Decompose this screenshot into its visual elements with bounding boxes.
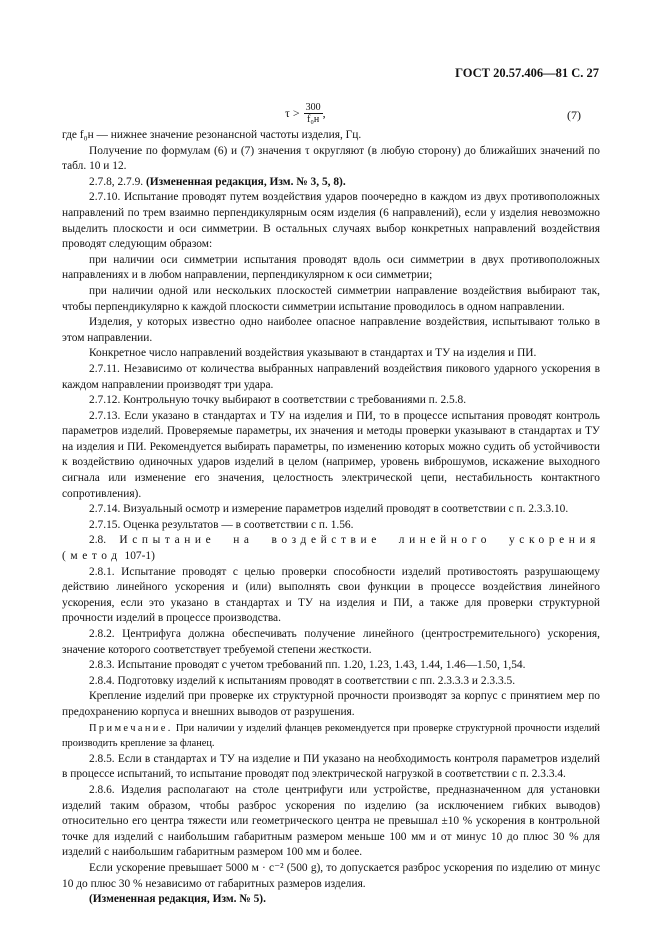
formula-tail: , (322, 106, 326, 120)
paragraph (62, 393, 600, 409)
paragraph-text: 2.7.10. Испытание проводят путем воздействия ударов поочередно в каждом из двух противоположных направлений по трем взаимно перпендикулярным осям изделия (6 направлений), если у изделия невозможно выделить плоскости и оси симметрии. В остальных случаях выбор конкретных направлений воздействия проводят следующим образом: (62, 191, 600, 251)
formula-fraction (304, 102, 323, 125)
paragraph-text: 2.8.1. Испытание проводят с целью проверки способности изделий противостоять разрушающему действию линейного ускорения и (или) выполнять свои функции в процессе воздействия линейного ускорения, если это указано в стандартах и ТУ на изделия и ПИ, а также для проверки структурной прочности изделий в процессе производства. (62, 565, 600, 625)
paragraph (62, 533, 600, 564)
paragraph-text: Если ускорение превышает 5000 м · с⁻² (500 g), то допускается разброс ускорения по изделию от минус 10 до плюс 30 % независимо от габаритных размеров изделия. (62, 861, 600, 890)
paragraph-text: 2.8.6. Изделия располагают на столе центрифуги или устройстве, предназначенном для установки изделий таким образом, чтобы разброс ускорения по изделию (за исключением гибких выводов) относительно его центра тяжести или геометрического центра не превышал ±10 % ускорения в контрольной точке для изделий с наибольшим габаритным размером меньше 100 мм и от минус 10 до плюс 30 % для изделий с наибольшим габаритным размером 100 мм и более. (62, 783, 600, 859)
paragraph (62, 284, 600, 315)
paragraph-text: при наличии оси симметрии испытания проводят вдоль оси симметрии в двух противоположных направлениях и в любом направлении, перпендикулярном к оси симметрии; (62, 253, 600, 282)
formula-lhs: τ > (285, 106, 300, 120)
paragraph-text: Изделия, у которых известно одно наиболее опасное направление воздействия, испытывают только в этом направлении. (62, 316, 600, 344)
formula-denominator: f₀н (307, 114, 320, 125)
paragraph (62, 721, 600, 752)
bold-text: (Измененная редакция, Изм. № 3, 5, 8). (145, 175, 346, 188)
paragraph (62, 658, 600, 674)
paragraph (62, 253, 600, 284)
paragraph-text: При наличии у изделий фланцев рекомендуется при проверке структурной прочности изделий производить крепление за фланец. (62, 722, 600, 750)
paragraph-text: 107-1) (121, 550, 155, 563)
paragraph (62, 861, 600, 892)
formula-number: (7) (567, 108, 581, 122)
paragraph (62, 315, 600, 346)
paragraph (62, 565, 600, 627)
paragraph (62, 689, 600, 720)
paragraph (62, 627, 600, 658)
paragraph (62, 892, 600, 908)
paragraph (62, 752, 600, 783)
paragraph (62, 362, 600, 393)
paragraph (62, 409, 600, 503)
paragraph-text: Крепление изделий при проверке их структурной прочности производят за корпус с принятием мер по предохранению корпуса и внешних выводов от разрушения. (62, 690, 600, 718)
paragraph (62, 128, 600, 144)
paragraph-text: 2.7.15. Оценка результатов — в соответствии с п. 1.56. (89, 518, 354, 531)
paragraph-text: где f₀н — нижнее значение резонансной частоты изделия, Гц. (62, 129, 362, 141)
paragraph-text: 2.7.12. Контрольную точку выбирают в соответствии с требованиями п. 2.5.8. (89, 394, 467, 407)
paragraph-text: 2.8.5. Если в стандартах и ТУ на изделие и ПИ указано на необходимость контроля параметров изделий в процессе испытаний, то испытание проводят под электрической нагрузкой в соответствии с п. 2.3.3.4. (62, 752, 600, 781)
paragraph (62, 175, 600, 191)
paragraph-text: 2.7.14. Визуальный осмотр и измерение параметров изделий проводят в соответствии с п. 2.3.3.10. (89, 503, 569, 516)
paragraph (62, 674, 600, 690)
document-body (62, 128, 600, 908)
page-header: ГОСТ 20.57.406—81 С. 27 (455, 66, 599, 80)
spaced-heading: Испытание на воздействие линейного ускорения (метод (62, 534, 600, 563)
bold-text: (Измененная редакция, Изм. № 5). (89, 893, 266, 906)
paragraph-text: 2.8.3. Испытание проводят с учетом требований пп. 1.20, 1.23, 1.43, 1.44, 1.46—1.50, 1,54. (89, 659, 526, 672)
paragraph (62, 144, 600, 175)
paragraph-text: Получение по формулам (6) и (7) значения τ округляют (в любую сторону) до ближайших значений по табл. 10 и 12. (62, 144, 600, 173)
paragraph-text: 2.8. (89, 534, 120, 547)
paragraph (62, 783, 600, 861)
formula-7 (285, 102, 326, 125)
paragraph (62, 518, 600, 534)
paragraph (62, 502, 600, 518)
paragraph-text: при наличии одной или нескольких плоскостей симметрии направление воздействия выбирают так, чтобы перпендикулярно к каждой плоскости симметрии испытание проводилось в одном направлении. (62, 284, 600, 313)
paragraph-text: 2.7.11. Независимо от количества выбранных направлений воздействия пикового ударного ускорения в каждом направлении производят три удара. (62, 362, 600, 391)
formula-numerator: 300 (305, 102, 321, 113)
paragraph-text: 2.7.8, 2.7.9. (89, 175, 146, 188)
paragraph (62, 346, 600, 362)
paragraph-text: Конкретное число направлений воздействия указывают в стандартах и ТУ на изделия и ПИ. (89, 347, 537, 360)
paragraph-text: 2.8.2. Центрифуга должна обеспечивать получение линейного (центростремительного) ускорения, значение которого соответствует требуемой степени жесткости. (62, 628, 600, 656)
paragraph-text: 2.7.13. Если указано в стандартах и ТУ на изделия и ПИ, то в процессе испытания проводят контроль параметров изделий. Проверяемые параметры, их значения и методы проверки указывают в стандартах и ТУ на изделия и ПИ. Рекомендуется выбирать параметры, по изменению которых можно судить об устойчивости к воздействию одиночных ударов изделий в целом (например, уровень виброшумов, искажение выходного сигнала или изменение его значения, целостность электрической цепи, нестабильность контактного сопротивления). (62, 409, 600, 500)
note-label: Примечание. (89, 722, 173, 734)
paragraph (62, 190, 600, 252)
paragraph-text: 2.8.4. Подготовку изделий к испытаниям проводят в соответствии с пп. 2.3.3.3 и 2.3.3.5. (89, 674, 516, 687)
